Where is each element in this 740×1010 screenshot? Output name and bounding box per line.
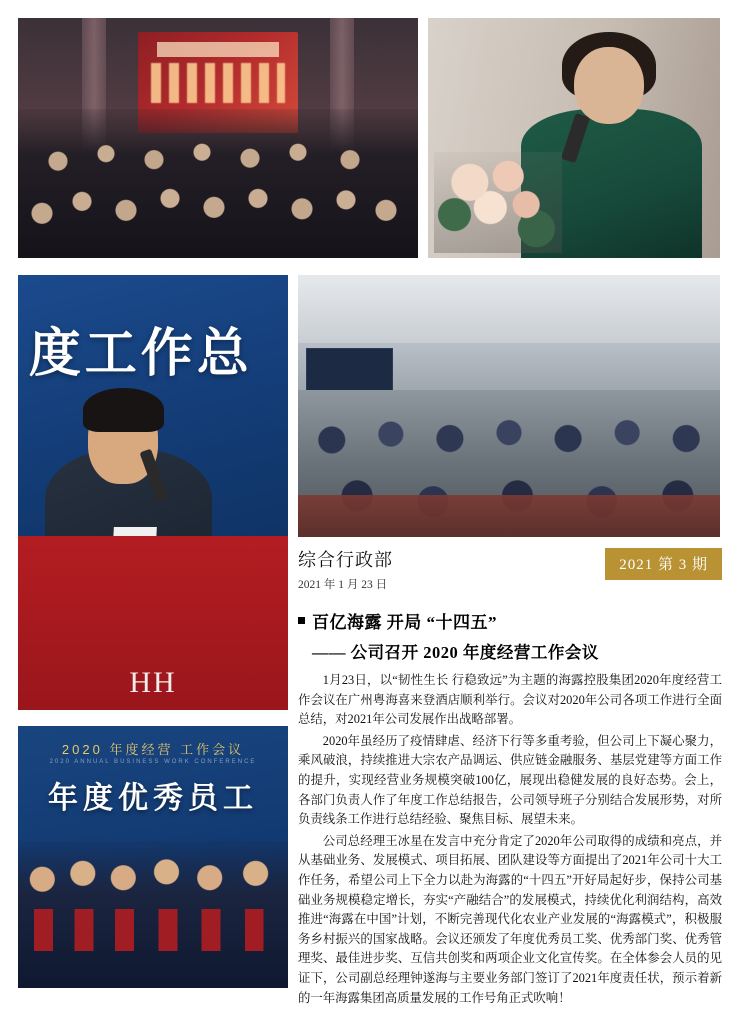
banner-title-text	[151, 63, 285, 103]
masthead	[298, 546, 722, 594]
group-photo	[18, 18, 418, 258]
award-banner-subtitle: 2020 ANNUAL BUSINESS WORK CONFERENCE	[49, 758, 257, 765]
award-banner-top: 2020 年度经营 工作会议	[61, 742, 245, 758]
issue-badge: 2021 第 3 期	[605, 548, 722, 580]
headline-secondary: —— 公司召开 2020 年度经营工作会议	[312, 643, 599, 662]
female-speaker-photo	[428, 18, 720, 258]
male-speaker-photo	[18, 275, 288, 710]
publication-date: 2021 年 1 月 23 日	[298, 579, 388, 591]
square-bullet-icon	[298, 617, 305, 624]
article-content	[298, 546, 722, 1010]
speaker-hair	[83, 388, 164, 432]
paragraph: 公司总经理王冰星在发言中充分肯定了2020年公司取得的成绩和亮点，并从基础业务、发展模式、项目拓展、团队建设等方面提出了2021年公司十大工作任务，希望公司上下全力以赴为海露的“十四五”开好局起好步，保持公司基础业务规模稳定增长，夯实“产融结合”的发展模式，持续优化利润结构，高效推进“海露在中国”计划，不断完善现代化农业产业发展的“海露模式”，积极服务乡村振兴的国家战略。会议还颁发了年度优秀员工奖、优秀部门奖、优秀管理奖、最佳进步奖、互信共创奖和两项企业文化宣传奖。在全体参会人员的见证下，公司副总经理钟遂海与主要业务部门签订了2021年度责任状，预示着新的一年海露集团高质量发展的工作号角正式吹响！	[298, 833, 722, 1005]
backdrop-text: 度工作总	[28, 325, 253, 384]
audience-photo	[298, 275, 720, 537]
group-crowd	[18, 109, 418, 258]
conference-tables	[298, 495, 720, 537]
flower-arrangement	[434, 152, 562, 253]
award-ceremony-photo	[18, 726, 288, 988]
paragraph: 2020年虽经历了疫情肆虐、经济下行等多重考验，但公司上下凝心聚力，乘风破浪，持续推进大宗农产品调运、供应链金融服务、基层党建等方面工作的提升，实现经营业务规模突破100亿，展现出稳健发展的良好态势。会上，各部门负责人作了年度工作总结报告，公司领导班子分别结合发展形势，对所负责线条工作进行总结经验、聚焦目标、展望未来。	[298, 733, 722, 827]
hall-ceiling	[298, 275, 720, 343]
banner-logo-strip	[157, 42, 279, 56]
award-banner-title: 年度优秀员工	[48, 782, 258, 816]
projection-screen	[306, 348, 392, 392]
award-certificates	[18, 909, 288, 951]
podium-logo: HH	[129, 665, 177, 699]
paragraph: 1月23日，以“韧性生长 行稳致远”为主题的海露控股集团2020年度经营工作会议在广州粤海喜来登酒店顺利举行。会议对2020年公司各项工作进行全面总结，对2021年公司发展作出战略部署。	[298, 673, 722, 727]
article-body	[298, 671, 722, 1008]
podium-panel	[18, 536, 288, 710]
headline-block	[298, 608, 722, 663]
headline-primary-text: 百亿海露 开局 “十四五”	[312, 613, 497, 632]
speaker-head	[574, 47, 644, 124]
department-name: 综合行政部	[298, 550, 393, 570]
headline-primary	[298, 608, 722, 633]
